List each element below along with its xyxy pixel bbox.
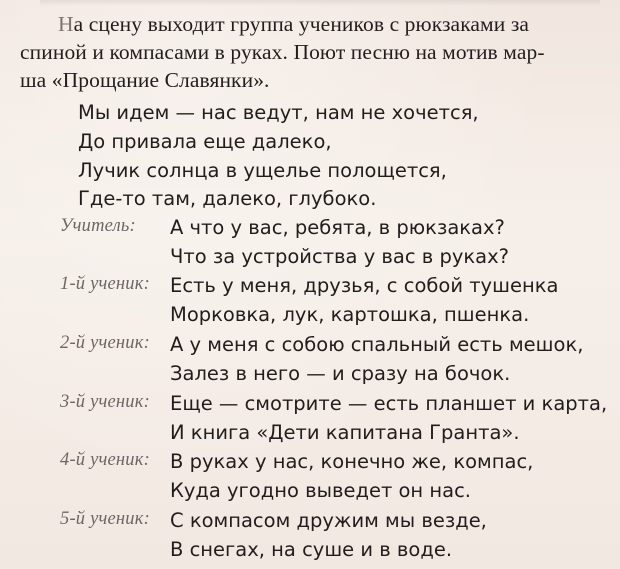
dialogue-line: Что за устройства у вас в руках? [170, 245, 510, 268]
dialogue-block-teacher [0, 216, 505, 245]
song-verse [78, 99, 598, 214]
speaker-name: Учитель: [60, 216, 136, 236]
stage-direction [20, 10, 612, 94]
stage-direction-line: ша «Прощание Славянки». [20, 68, 270, 92]
dialogue-line: А что у вас, ребята, в рюкзаках? [170, 216, 505, 239]
dialogue-block-student-1 [0, 274, 559, 303]
song-line: Лучик солнца в ущелье полощется, [78, 158, 447, 182]
dialogue-line: Еще — смотрите — есть планшет и карта, [170, 392, 608, 415]
dialogue-block-student-2 [0, 333, 584, 362]
song-line: Мы идем — нас ведут, нам не хочется, [78, 101, 479, 124]
dialogue-block-student-3 [0, 392, 608, 421]
dialogue-line: И книга «Дети капитана Гранта». [170, 421, 520, 444]
song-line: До привала еще далеко, [78, 129, 332, 153]
song-line: Где-то там, далеко, глубоко. [78, 187, 377, 211]
dialogue-line: Залез в него — и сразу на бочок. [170, 362, 511, 385]
speaker-name: 5-й ученик: [60, 509, 150, 529]
speaker-name: 1-й ученик: [60, 274, 150, 294]
dialogue-block-student-4 [0, 450, 534, 479]
page-top-shadow [40, 0, 600, 6]
dialogue-line: Куда угодно выведет он нас. [170, 479, 472, 502]
stage-direction-line: На сцену выходит группа учеников с рюкзаками за [58, 12, 530, 36]
speaker-name: 4-й ученик: [60, 450, 150, 470]
dialogue-line: Есть у меня, друзья, с собой тушенка [170, 274, 559, 297]
stage-direction-line: спиной и компасами в руках. Поют песню на мотив мар- [20, 40, 545, 64]
dialogue-block-student-5 [0, 509, 487, 538]
dialogue-line: В снегах, на суше и в воде. [170, 538, 453, 561]
speaker-name: 2-й ученик: [60, 333, 150, 353]
dialogue-line: Морковка, лук, картошка, пшенка. [170, 303, 530, 326]
dialogue-line: А у меня с собою спальный есть мешок, [170, 333, 584, 356]
speaker-name: 3-й ученик: [60, 392, 150, 412]
dialogue-line: В руках у нас, конечно же, компас, [170, 450, 534, 473]
dialogue-line: С компасом дружим мы везде, [170, 509, 487, 532]
